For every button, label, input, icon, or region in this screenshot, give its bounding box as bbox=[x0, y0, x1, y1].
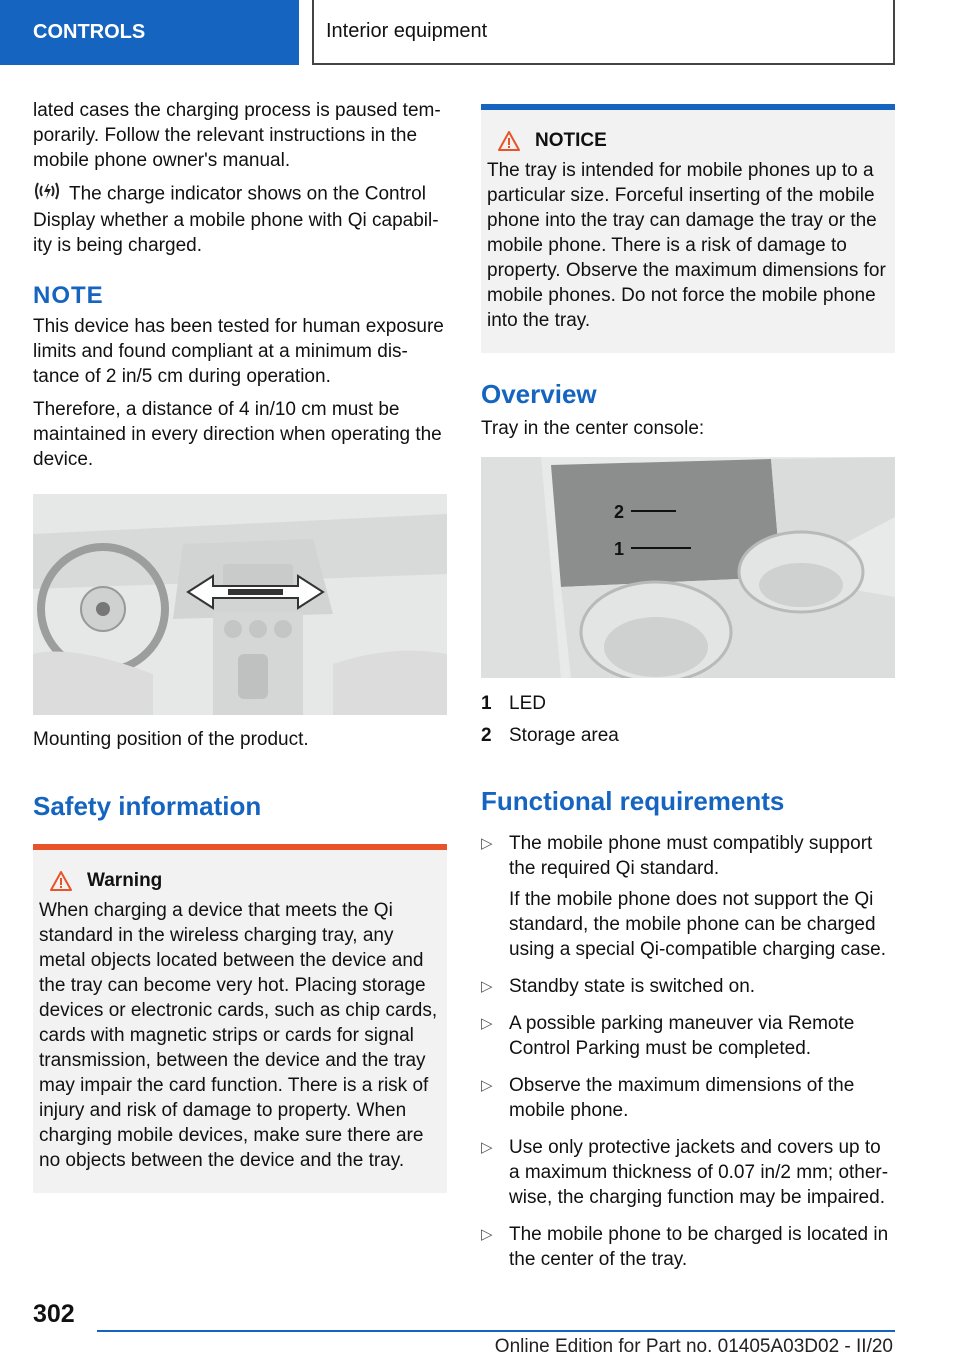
dashboard-figure bbox=[33, 494, 447, 715]
notice-text: The tray is intended for mobile phones up to a particular size. Forceful inserting of the mobile phone into the tray can damage the tray or the mobile phone. There is a risk of damage to property. Observe the maximum dimensions for mobile phones. Do not force the mobile phone into the tray. bbox=[487, 160, 886, 331]
list-item: ▷ A possible parking maneuver via Remote Control Parking must be completed. bbox=[481, 1013, 855, 1059]
wireless-charge-icon bbox=[33, 181, 61, 208]
warning-triangle-icon bbox=[49, 870, 73, 892]
figure-legend bbox=[481, 688, 895, 752]
figure-caption: Mounting position of the product. bbox=[33, 729, 309, 750]
section-heading: Overview bbox=[481, 379, 597, 409]
warning-triangle-icon bbox=[497, 130, 521, 152]
section-heading: Functional requirements bbox=[481, 786, 785, 816]
notice-title: NOTICE bbox=[487, 130, 889, 152]
paragraph: The charge indicator shows on the Control Display whether a mobile phone with Qi capability is being charged. bbox=[33, 181, 447, 258]
bullet-icon: ▷ bbox=[481, 835, 493, 852]
bullet-icon: ▷ bbox=[481, 1077, 493, 1094]
list-item: ▷ The mobile phone to be charged is located in the center of the tray. bbox=[481, 1224, 889, 1270]
bullet-icon: ▷ bbox=[481, 1139, 493, 1156]
section-title: CONTROLS bbox=[33, 21, 146, 43]
list-item: ▷ Observe the maximum dimensions of the mobile phone. bbox=[481, 1075, 855, 1121]
chapter-title: Interior equipment bbox=[326, 20, 488, 42]
paragraph: lated cases the charging process is paused temporarily. Follow the relevant instructions in the mobile phone owner's manual. bbox=[33, 100, 441, 171]
warning-title: Warning bbox=[39, 870, 439, 892]
note-heading: NOTE bbox=[33, 282, 104, 309]
legend-item: 2 Storage area bbox=[481, 725, 619, 746]
right-column bbox=[481, 104, 895, 1284]
notice-box bbox=[481, 104, 895, 353]
section-tab[interactable] bbox=[0, 0, 299, 65]
footer-divider bbox=[97, 1330, 895, 1332]
list-item: ▷ Use only protective jackets and covers up to a maximum thickness of 0.07 in/2 mm; otherwise, the charging function may be impaired. bbox=[481, 1137, 889, 1208]
section-heading: Safety information bbox=[33, 791, 262, 821]
legend-item: 1 LED bbox=[481, 693, 546, 714]
paragraph: This device has been tested for human exposure limits and found compliant at a minimum distance of 2 in/5 cm during operation. bbox=[33, 316, 444, 387]
bullet-icon: ▷ bbox=[481, 978, 493, 995]
bullet-icon: ▷ bbox=[481, 1226, 493, 1243]
paragraph: Tray in the center console: bbox=[481, 418, 705, 439]
figure-label: 1 bbox=[614, 539, 625, 559]
tray-figure bbox=[481, 457, 895, 678]
bullet-icon: ▷ bbox=[481, 1015, 493, 1032]
list-item: ▷ Standby state is switched on. bbox=[481, 976, 756, 997]
figure-label: 2 bbox=[614, 502, 625, 522]
list-item: ▷ The mobile phone must compatibly support the required Qi standard. If the mobile phone does not support the Qi standard, the mobile phone can be charged using a special Qi-compatible charging case. bbox=[481, 833, 887, 960]
requirements-list bbox=[481, 831, 895, 1272]
left-column bbox=[33, 98, 447, 1193]
warning-text: When charging a device that meets the Qi standard in the wireless charging tray, any metal objects located between the device and the tray can become very hot. Placing storage devices or electronic cards, such as chip cards, cards with magnetic strips or cards for signal transmission, between the device and the tray may impair the card function. There is a risk of injury and risk of damage to property. When charging mobile devices, make sure there are no objects between the device and the tray. bbox=[39, 900, 438, 1171]
warning-box bbox=[33, 844, 447, 1193]
paragraph: Therefore, a distance of 4 in/10 cm must be maintained in every direction when operating the device. bbox=[33, 399, 442, 470]
edition-footer[interactable]: Online Edition for Part no. 01405A03D02 - II/20 bbox=[494, 1336, 893, 1357]
page-number: 302 bbox=[33, 1300, 75, 1328]
chapter-header bbox=[312, 0, 895, 65]
